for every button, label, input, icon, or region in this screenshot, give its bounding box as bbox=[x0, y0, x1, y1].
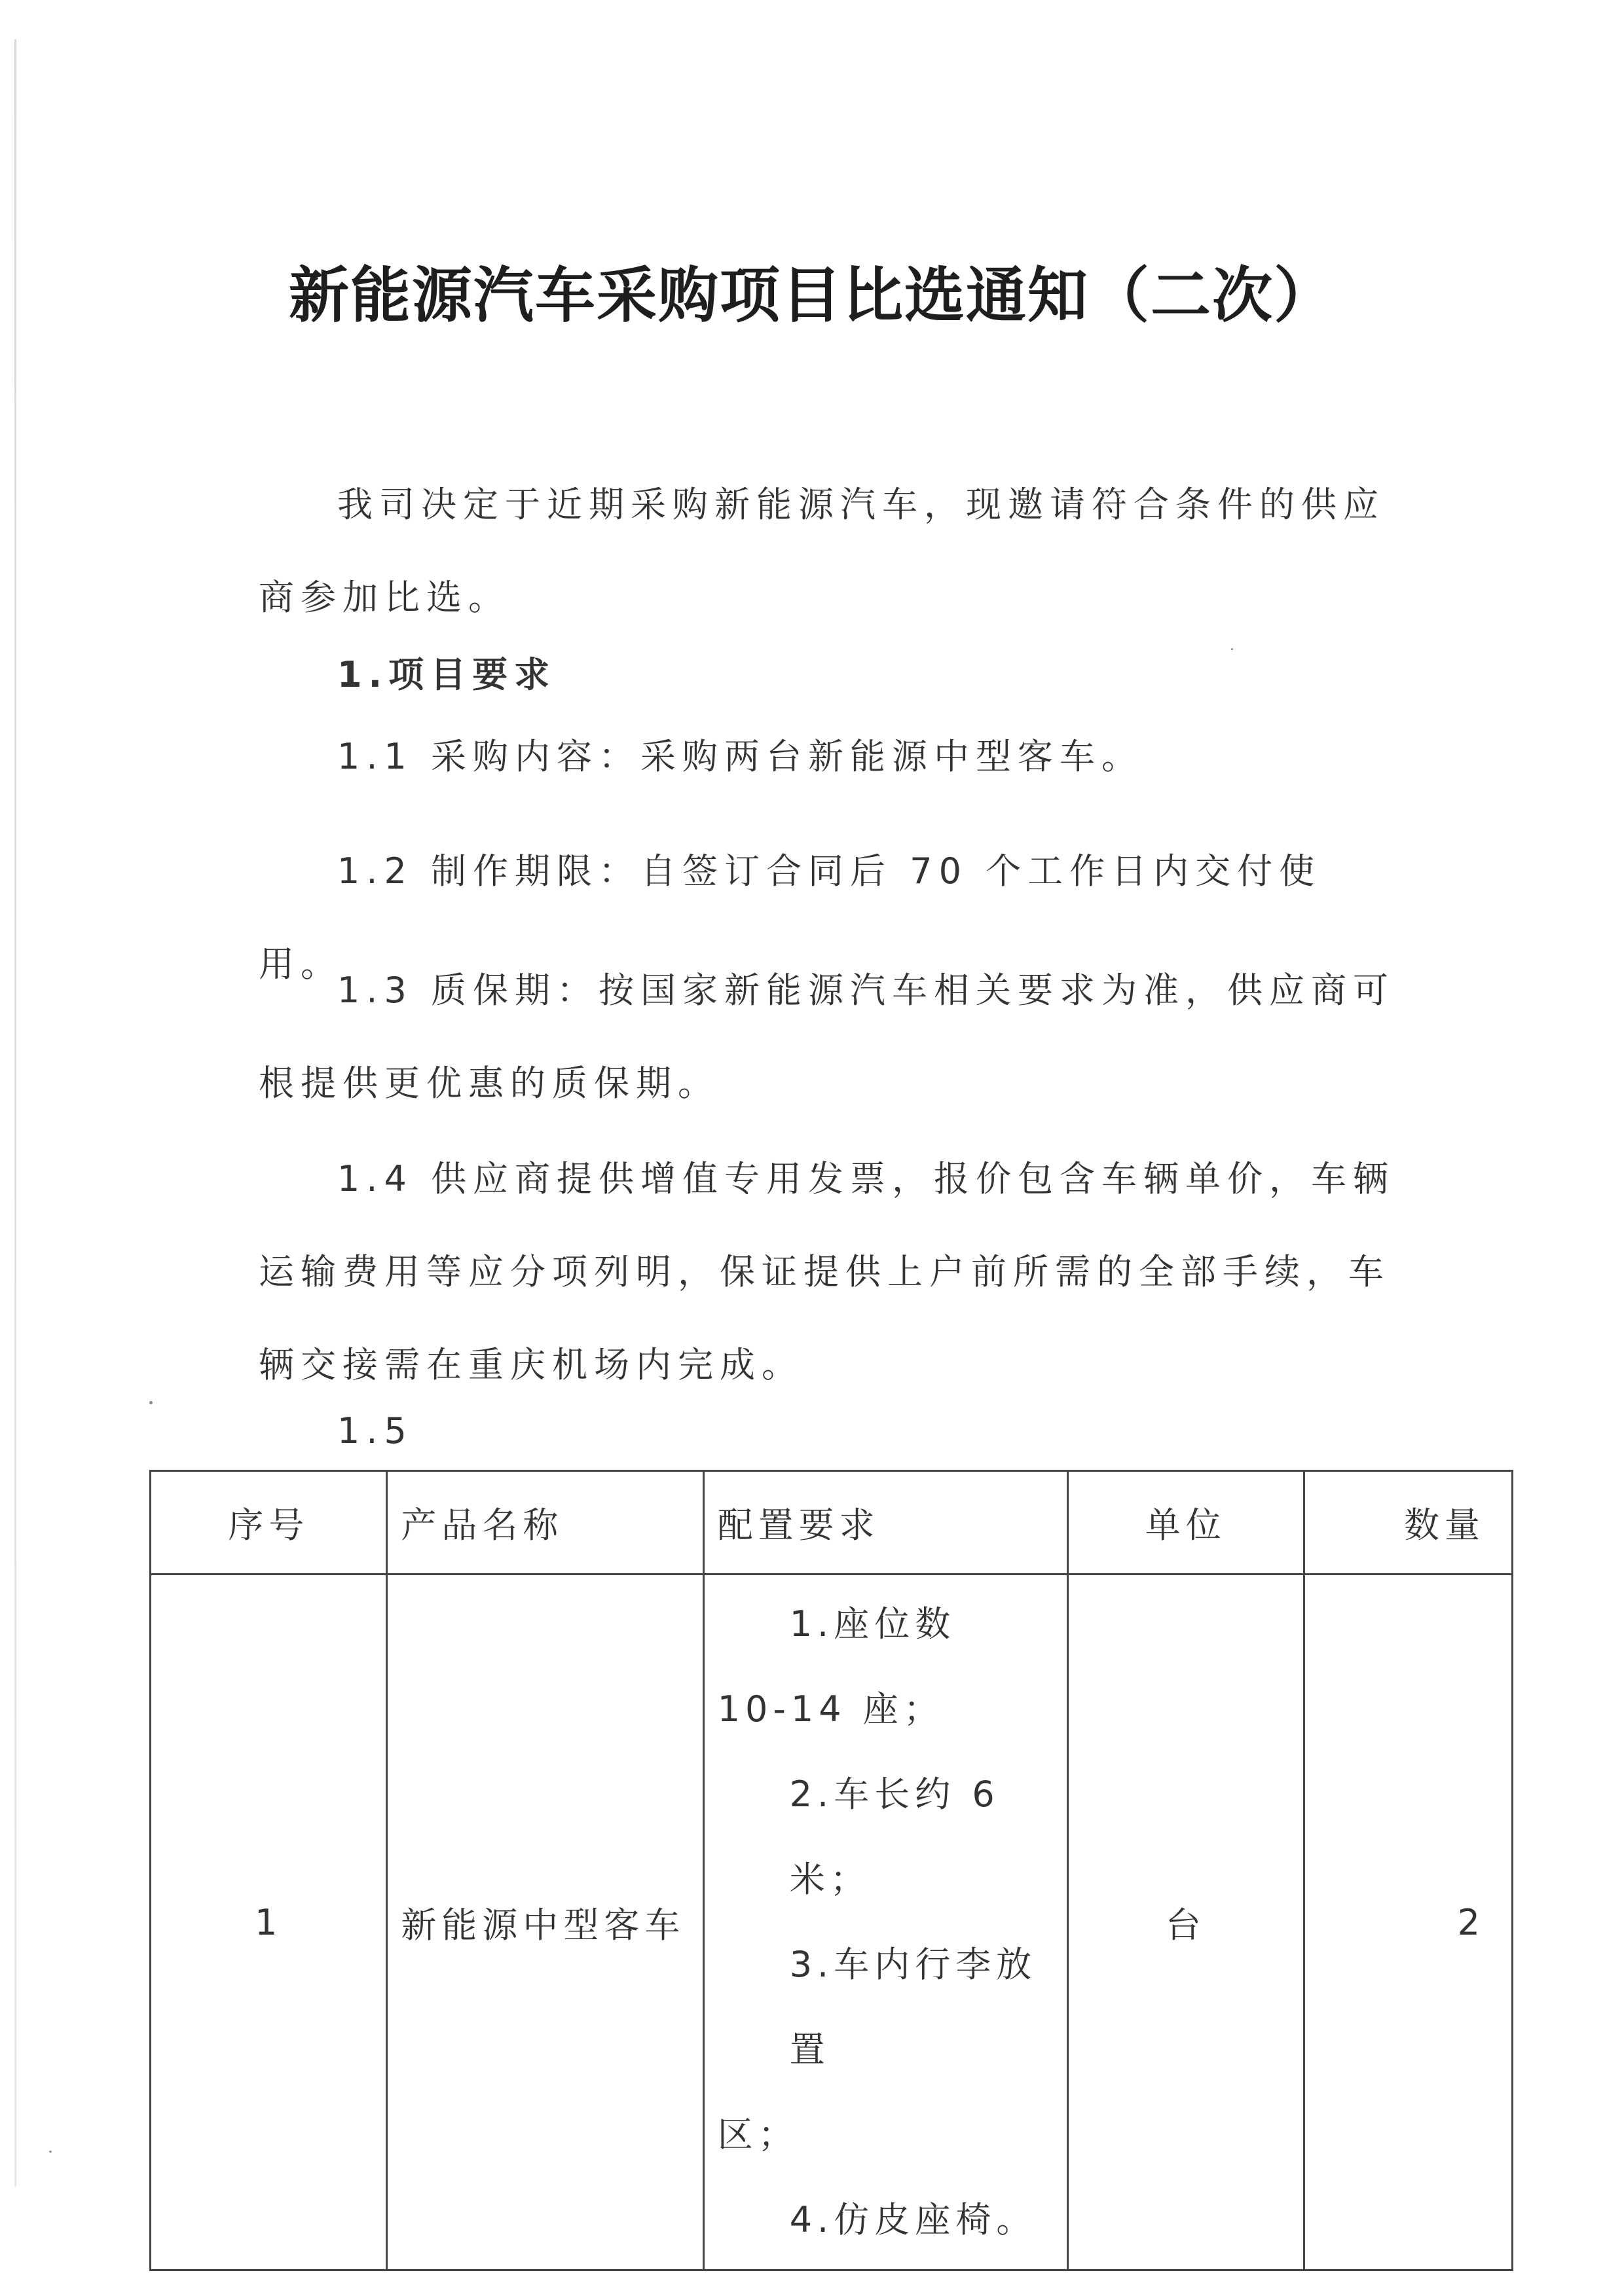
intro-text: 我司决定于近期采购新能源汽车，现邀请符合条件的供应商参加比选。 bbox=[259, 484, 1385, 618]
spec-table bbox=[149, 1470, 1513, 2271]
row-unit: 台 bbox=[1067, 1575, 1304, 2270]
table-row bbox=[151, 1575, 1513, 2270]
section-heading bbox=[259, 629, 1398, 721]
item-1-5 bbox=[259, 1385, 1398, 1478]
item-1-4-text: 1.4 供应商提供增值专用发票，报价包含车辆单价，车辆运输费用等应分项列明，保证提供上户前所需的全部手续，车辆交接需在重庆机场内完成。 bbox=[259, 1158, 1395, 1385]
item-1-1-text: 1.1 采购内容：采购两台新能源中型客车。 bbox=[337, 736, 1144, 777]
header-config: 配置要求 bbox=[703, 1471, 1067, 1575]
row-config bbox=[703, 1575, 1067, 2270]
header-index: 序号 bbox=[151, 1471, 387, 1575]
config-item: 区； bbox=[717, 2114, 799, 2155]
intro-paragraph bbox=[259, 458, 1398, 644]
scan-speck bbox=[49, 2151, 52, 2153]
table-header-row bbox=[151, 1471, 1513, 1575]
header-unit: 单位 bbox=[1067, 1471, 1304, 1575]
scan-speck bbox=[149, 1401, 153, 1404]
section-heading-text: 1.项目要求 bbox=[337, 654, 557, 695]
row-product: 新能源中型客车 bbox=[387, 1575, 703, 2270]
header-product: 产品名称 bbox=[387, 1471, 703, 1575]
item-1-4 bbox=[259, 1133, 1398, 1412]
item-1-3 bbox=[259, 944, 1398, 1130]
item-1-3-text: 1.3 质保期：按国家新能源汽车相关要求为准，供应商可根提供更优惠的质保期。 bbox=[259, 970, 1395, 1104]
config-item: 10-14 座； bbox=[717, 1688, 944, 1730]
scan-speck bbox=[1231, 648, 1233, 650]
row-quantity: 2 bbox=[1304, 1575, 1512, 2270]
item-1-2-text: 1.2 制作期限：自签订合同后 70 个工作日内交付使用。 bbox=[259, 850, 1321, 985]
document-title: 新能源汽车采购项目比选通知（二次） bbox=[288, 260, 1335, 331]
item-1-1 bbox=[259, 710, 1398, 803]
row-index: 1 bbox=[151, 1575, 387, 2270]
item-1-5-text: 1.5 bbox=[337, 1410, 413, 1451]
config-item: 4.仿皮座椅。 bbox=[789, 2199, 1037, 2240]
scan-edge bbox=[14, 39, 16, 2187]
header-quantity: 数量 bbox=[1304, 1471, 1512, 1575]
config-item: 1.座位数 bbox=[789, 1603, 956, 1645]
config-item: 2.车长约 6 米； bbox=[789, 1774, 1000, 1900]
config-item: 3.车内行李放置 bbox=[789, 1944, 1037, 2070]
